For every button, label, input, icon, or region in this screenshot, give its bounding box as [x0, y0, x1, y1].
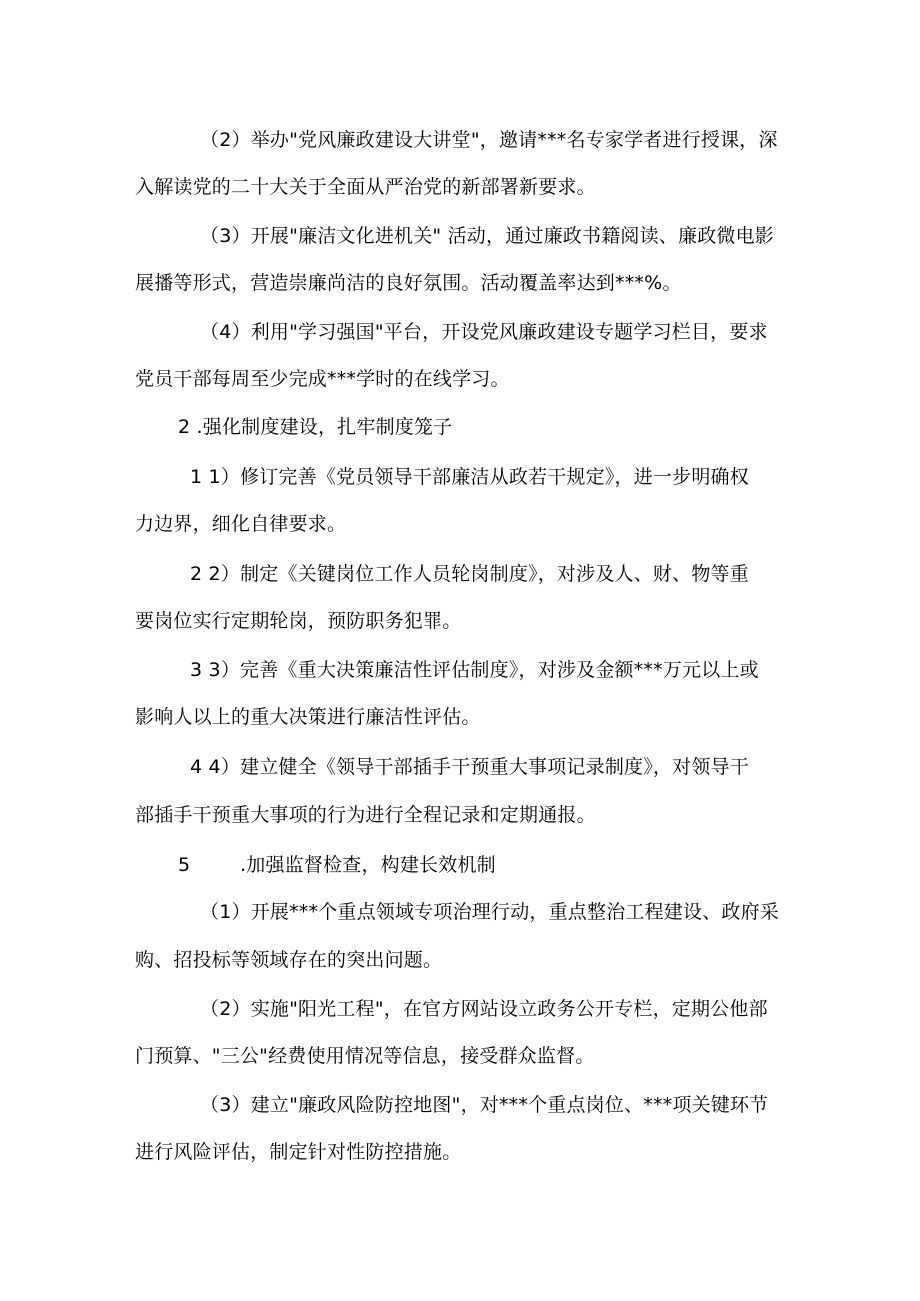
paragraph-line: 党员干部每周至少完成***学时的在线学习。: [135, 368, 510, 390]
paragraph-line: （2）实施"阳光工程"，在官方网站设立政务公开专栏，定期公他部: [200, 998, 768, 1020]
paragraph-line: 3 3）完善《重大决策廉洁性评估制度》，对涉及金额***万元以上或: [190, 659, 759, 681]
paragraph-line: 购、招投标等领域存在的突出问题。: [135, 949, 443, 971]
paragraph-line: 2 2）制定《关键岗位工作人员轮岗制度》，对涉及人、财、物等重: [190, 563, 749, 585]
paragraph-line: 影响人以上的重大决策进行廉洁性评估。: [135, 706, 481, 728]
section-heading: 2 .强化制度建设，扎牢制度笼子: [178, 416, 453, 438]
paragraph-line: 力边界，细化自律要求。: [135, 513, 347, 535]
paragraph-line: 展播等形式，营造崇廉尚洁的良好氛围。活动覆盖率达到***%。: [135, 272, 682, 294]
paragraph-line: 部插手干预重大事项的行为进行全程记录和定期通报。: [135, 804, 596, 826]
section-heading-number: 5: [178, 854, 191, 876]
paragraph-line: （3）建立"廉政风险防控地图"，对***个重点岗位、***项关键环节: [200, 1094, 769, 1116]
paragraph-line: （1）开展***个重点领域专项治理行动，重点整治工程建设、政府采: [200, 901, 779, 923]
section-heading-text: .加强监督检查，构建长效机制: [240, 854, 496, 876]
paragraph-line: （3）开展"廉洁文化进机关" 活动，通过廉政书籍阅读、廉政微电影: [200, 225, 775, 247]
paragraph-line: 要岗位实行定期轮岗，预防职务犯罪。: [135, 610, 462, 632]
paragraph-line: （4）利用"学习强国"平台，开设党风廉政建设专题学习栏目，要求: [200, 321, 768, 343]
paragraph-line: 进行风险评估，制定针对性防控措施。: [135, 1141, 462, 1163]
paragraph-line: 1 1）修订完善《党员领导干部廉洁从政若干规定》，进一步明确权: [190, 466, 749, 488]
paragraph-line: 4 4）建立健全《领导干部插手干预重大事项记录制度》，对领导干: [190, 756, 749, 778]
paragraph-line: （2）举办"党风廉政建设大讲堂"，邀请***名专家学者进行授课，深: [200, 129, 778, 151]
paragraph-line: 入解读党的二十大关于全面从严治党的新部署新要求。: [135, 176, 596, 198]
paragraph-line: 门预算、"三公"经费使用情况等信息，接受群众监督。: [135, 1045, 595, 1067]
